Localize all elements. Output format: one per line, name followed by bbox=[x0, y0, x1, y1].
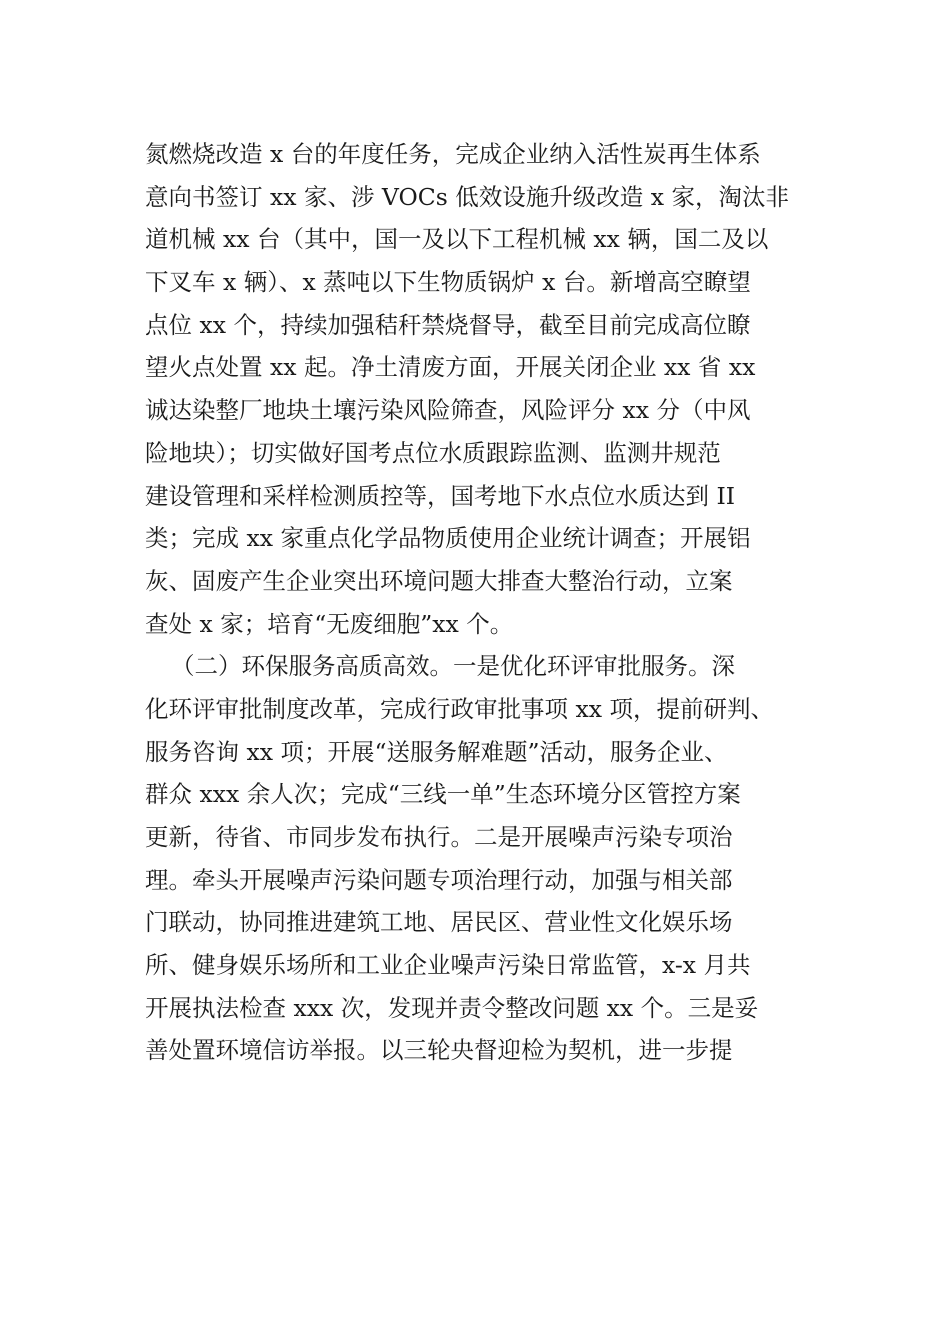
text-line: 灰、固废产生企业突出环境问题大排查大整治行动，立案 bbox=[145, 566, 733, 595]
text-line: 诚达染整厂地块土壤污染风险筛查，风险评分 xx 分（中风 bbox=[145, 396, 751, 425]
text-line: 更新，待省、市同步发布执行。二是开展噪声污染专项治 bbox=[145, 823, 733, 851]
text-line: 类；完成 xx 家重点化学品物质使用企业统计调查；开展铝 bbox=[145, 524, 751, 553]
text-line: 意向书签订 xx 家、涉 VOCs 低效设施升级改造 x 家，淘汰非 bbox=[145, 182, 789, 211]
text-line: 善处置环境信访举报。以三轮央督迎检为契机，进一步提 bbox=[145, 1036, 733, 1065]
text-line: 化环评审批制度改革，完成行政审批事项 xx 项，提前研判、 bbox=[145, 694, 774, 723]
text-line: 群众 xxx 余人次；完成“三线一单”生态环境分区管控方案 bbox=[145, 780, 741, 809]
text-line: 查处 x 家；培育“无废细胞”xx 个。 bbox=[145, 609, 514, 638]
paragraph-2 bbox=[145, 645, 815, 1072]
text-line: 门联动，协同推进建筑工地、居民区、营业性文化娱乐场 bbox=[145, 908, 733, 937]
text-line: （二）环保服务高质高效。一是优化环评审批服务。深 bbox=[171, 652, 735, 681]
text-line: 道机械 xx 台（其中，国一及以下工程机械 xx 辆，国二及以 bbox=[145, 225, 769, 254]
text-line: 点位 xx 个，持续加强秸秆禁烧督导，截至目前完成高位瞭 bbox=[145, 310, 751, 339]
text-line: 建设管理和采样检测质控等，国考地下水点位水质达到 II bbox=[145, 481, 736, 510]
text-line: 理。牵头开展噪声污染问题专项治理行动，加强与相关部 bbox=[145, 865, 733, 894]
text-line: 开展执法检查 xxx 次，发现并责令整改问题 xx 个。三是妥 bbox=[145, 993, 759, 1022]
paragraph-1 bbox=[145, 133, 815, 645]
document-body bbox=[145, 133, 815, 1072]
text-line: 下叉车 x 辆）、x 蒸吨以下生物质锅炉 x 台。新增高空瞭望 bbox=[145, 268, 751, 297]
text-line: 氮燃烧改造 x 台的年度任务，完成企业纳入活性炭再生体系 bbox=[145, 140, 761, 168]
text-line: 服务咨询 xx 项；开展“送服务解难题”活动，服务企业、 bbox=[145, 737, 728, 766]
text-line: 望火点处置 xx 起。净土清废方面，开展关闭企业 xx 省 xx bbox=[145, 353, 756, 382]
text-line: 险地块）；切实做好国考点位水质跟踪监测、监测井规范 bbox=[145, 438, 721, 467]
text-line: 所、健身娱乐场所和工业企业噪声污染日常监管，x-x 月共 bbox=[145, 951, 751, 980]
